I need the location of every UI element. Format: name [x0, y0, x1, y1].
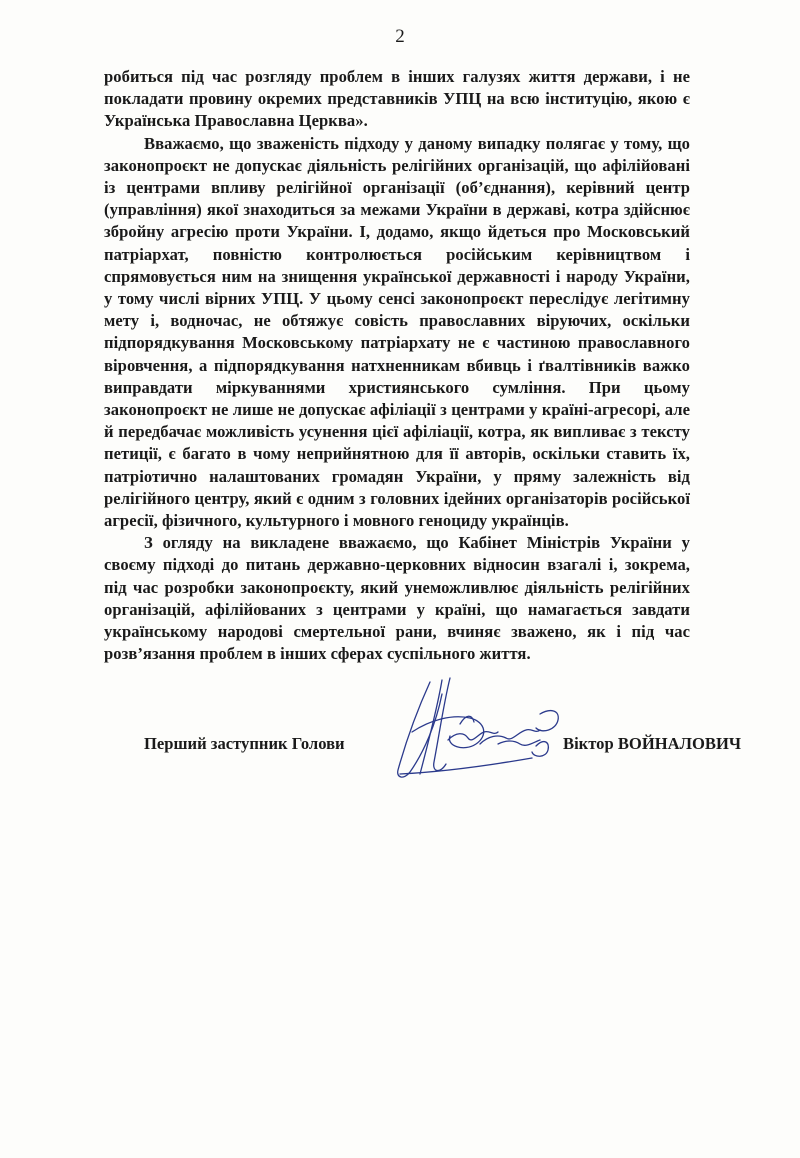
paragraph-main-argument: Вважаємо, що зваженість підходу у даному випадку полягає у тому, що законопроєкт не допускає діяльність релігійних організацій, що афілійовані із центрами впливу релігійної організації (об’єднання), керівний центр (управління) якої знаходиться за межами України в державі, котра здійснює збройну агресію проти України. І, додамо, якщо йдеться про Московський патріархат, повністю контролюється російським керівництвом і спрямовується ним на знищення української державності і народу України, у тому числі вірних УПЦ. У цьому сенсі законопроєкт переслідує легітимну мету і, водночас, не обтяжує совість православних віруючих, оскільки підпорядкування Московському патріархату не є частиною православного віровчення, а підпорядкування натхненникам вбивць і ґвалтівників важко виправдати міркуваннями християнського сумління. При цьому законопроєкт не лише не допускає афіліації з центрами у країні-агресорі, але й передбачає можливість усунення цієї афіліації, котра, як випливає з тексту петиції, є багато в чому неприйнятною для її авторів, оскільки ставить їх, патріотично налаштованих громадян України, у пряму залежність від релігійного центру, який є одним з головних ідейних організаторів російської агресії, фізичного, культурного і мовного геноциду українців. — [104, 133, 690, 531]
paragraph-conclusion: З огляду на викладене вважаємо, що Кабінет Міністрів України у своєму підході до питань державно-церковних відносин взагалі і, зокрема, під час розробки законопроєкту, який унеможливлює діяльність релігійних організацій, афілійованих з центрами у країні, що намагається завдати українському народові смертельної рани, вчиняє зважено, як і під час розв’язання проблем в інших сферах суспільного життя. — [104, 533, 690, 664]
signature-block — [104, 724, 794, 784]
paragraph-continuation: робиться під час розгляду проблем в інших галузях життя держави, і не покладати провину окремих представників УПЦ на всю інституцію, якою є Українська Православна Церква». — [104, 67, 690, 131]
page-number: 2 — [395, 26, 405, 47]
signatory-name: Віктор ВОЙНАЛОВИЧ — [563, 734, 742, 753]
handwritten-signature — [390, 674, 570, 786]
signatory-position: Перший заступник Голови — [144, 734, 345, 753]
letter-body — [104, 66, 690, 665]
